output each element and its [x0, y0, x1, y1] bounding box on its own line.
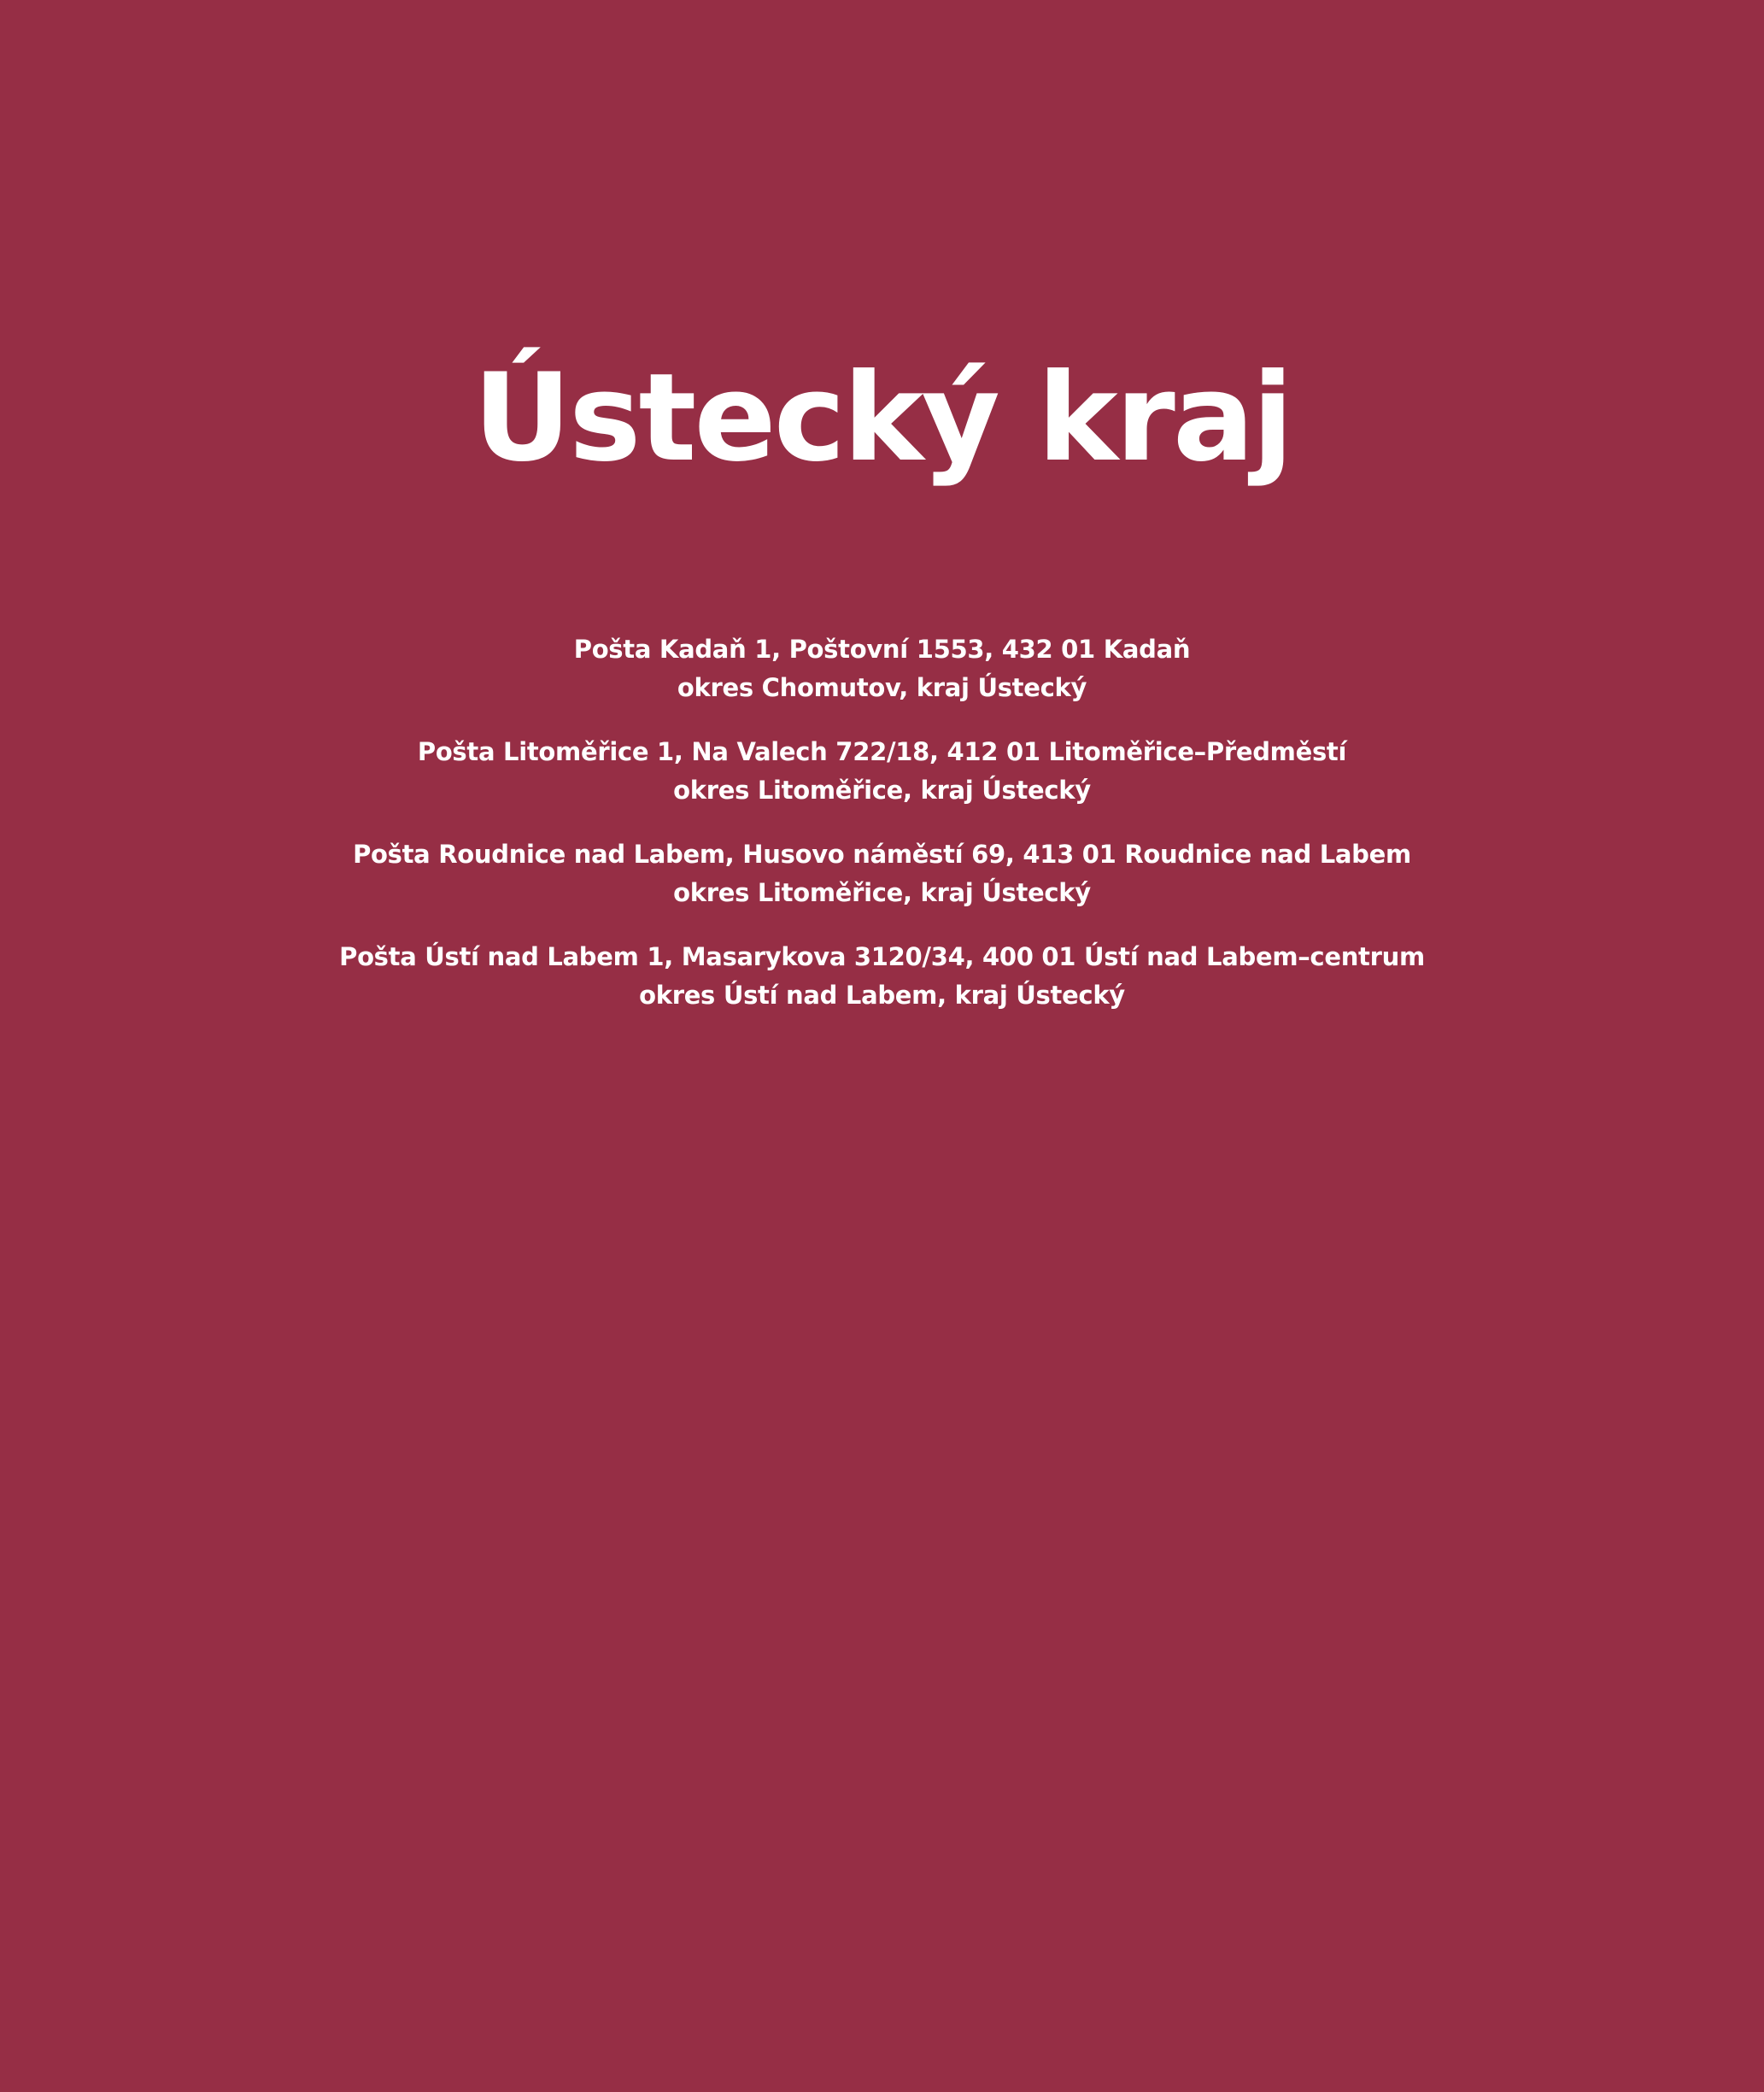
address-district-line: okres Litoměřice, kraj Ústecký: [673, 878, 1091, 907]
address-district-line: okres Litoměřice, kraj Ústecký: [673, 776, 1091, 805]
address-entry-roudnice: [0, 835, 1764, 912]
address-district-line: okres Ústí nad Labem, kraj Ústecký: [639, 981, 1125, 1010]
address-entry-kadan: [0, 630, 1764, 707]
address-entry-usti: [0, 938, 1764, 1015]
address-street-line: Pošta Roudnice nad Labem, Husovo náměstí 69, 413 01 Roudnice nad Labem: [353, 840, 1411, 869]
address-street-line: Pošta Litoměřice 1, Na Valech 722/18, 412 01 Litoměřice–Předměstí: [417, 737, 1347, 766]
address-entry-litomerice: [0, 733, 1764, 810]
address-street-line: Pošta Ústí nad Labem 1, Masarykova 3120/34, 400 01 Ústí nad Labem–centrum: [339, 942, 1425, 971]
post-office-address-list: [0, 630, 1764, 1040]
page-title: Ústecký kraj: [472, 348, 1292, 489]
address-district-line: okres Chomutov, kraj Ústecký: [677, 673, 1087, 702]
address-street-line: Pošta Kadaň 1, Poštovní 1553, 432 01 Kadaň: [573, 635, 1191, 664]
